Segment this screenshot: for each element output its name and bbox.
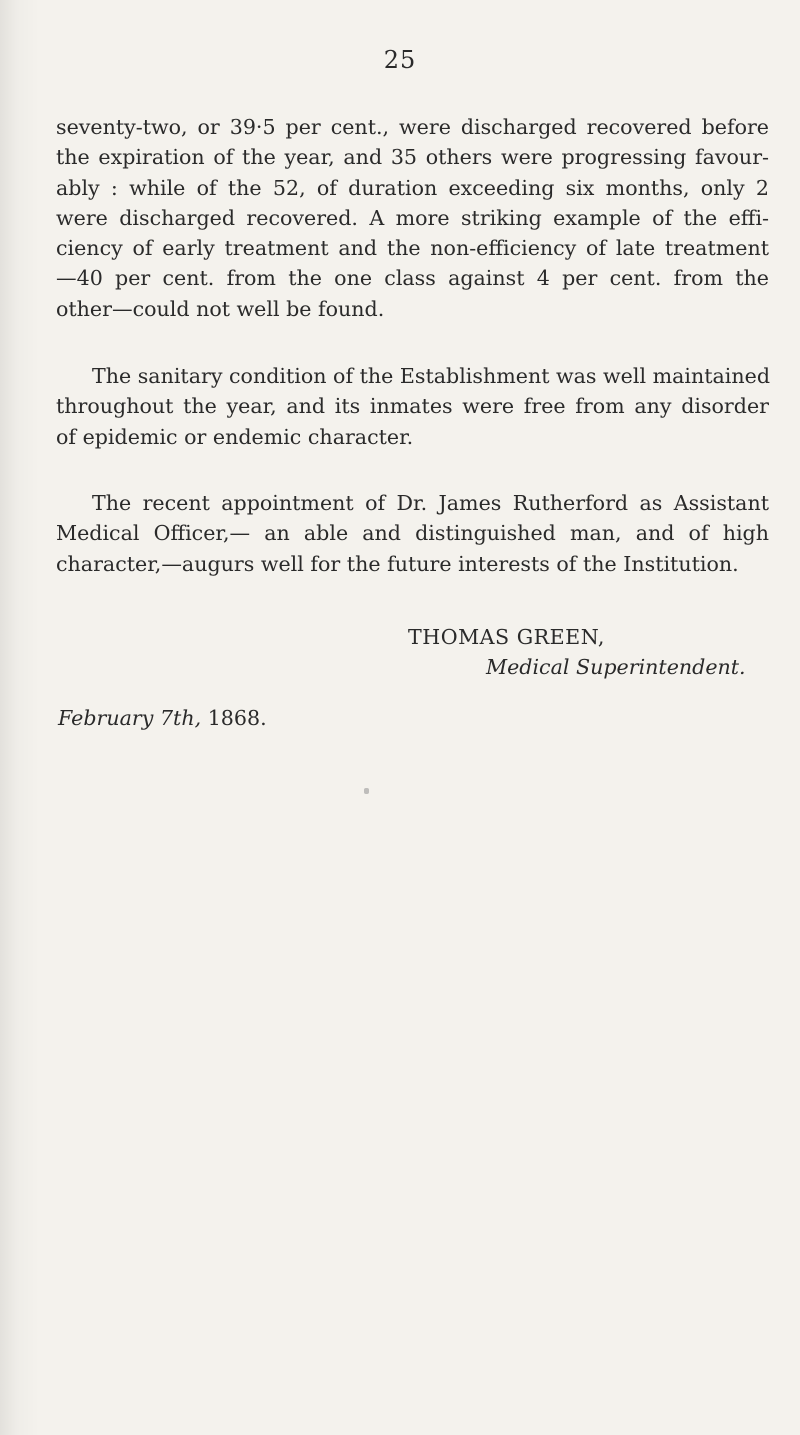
ink-speck xyxy=(364,788,369,794)
text-line: throughout the year, and its inmates were free from any disorder xyxy=(56,394,769,419)
text-line: ably : while of the 52, of duration exceeding six months, only 2 xyxy=(56,175,769,200)
text-line: of epidemic or endemic character. xyxy=(56,424,414,449)
text-line: other—could not well be found. xyxy=(56,296,385,321)
paragraph-sanitary-condition xyxy=(56,361,769,452)
text-line: —40 per cent. from the one class against 4 per cent. from the xyxy=(56,266,769,291)
paragraph-recovery-statistics xyxy=(56,112,769,324)
signature-name: THOMAS GREEN, xyxy=(408,625,605,649)
text-line: The recent appointment of Dr. James Rutherford as Assistant xyxy=(92,491,769,515)
date-month-day: February 7th, xyxy=(58,706,202,730)
paragraph-appointment xyxy=(56,488,769,579)
text-line: The sanitary condition of the Establishment was well maintained xyxy=(92,364,771,388)
text-line: Medical Officer,— an able and distinguished man, and of high xyxy=(56,521,769,546)
date-year: 1868. xyxy=(207,706,267,730)
text-line: seventy-two, or 39·5 per cent., were discharged recovered before xyxy=(56,115,769,139)
page-number: 25 xyxy=(383,46,417,74)
document-date xyxy=(58,706,267,730)
text-line: were discharged recovered. A more striking example of the effi- xyxy=(56,205,769,230)
text-line: the expiration of the year, and 35 others were progressing favour- xyxy=(56,145,769,170)
text-line: character,—augurs well for the future interests of the Institution. xyxy=(56,551,739,576)
signature-title: Medical Superintendent. xyxy=(486,655,746,679)
text-line: ciency of early treatment and the non-efficiency of late treatment xyxy=(56,236,769,261)
